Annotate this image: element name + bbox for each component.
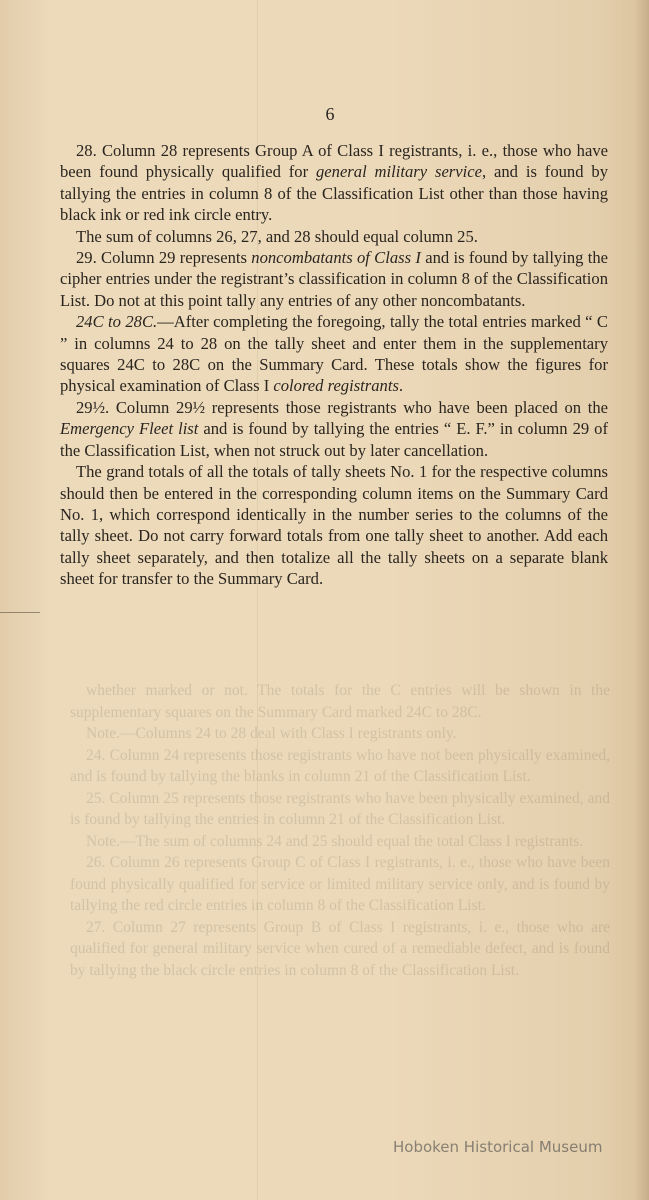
- page-edge-shadow: [635, 0, 649, 1200]
- paragraph-sum-note: The sum of columns 26, 27, and 28 should equal column 25.: [76, 226, 478, 246]
- bleed-paragraph: Note.—Columns 24 to 28 deal with Class I registrants only.: [86, 725, 457, 742]
- paragraph-column-28: 28. Column 28 represents Group A of Class I registrants, i. e., those who have been found physically qualified for general military service, and is found by tallying the entries in column 8 of the Classification List other than those having black ink or red ink circle entry.: [60, 141, 608, 225]
- bleed-paragraph: 25. Column 25 represents those registrants who have been physically examined, and is found by tallying the entries in column 21 of the Classification List.: [70, 789, 610, 828]
- bleed-paragraph: Note.—The sum of columns 24 and 25 should equal the total Class I registrants.: [86, 832, 584, 850]
- reverse-side-bleed-through: [70, 680, 610, 981]
- page-number: 6: [325, 104, 335, 124]
- bleed-paragraph: whether marked or not. The totals for the C entries will be shown in the supplementary squares on the Summary Card marked 24C to 28C.: [70, 682, 610, 721]
- paragraph-column-29: 29. Column 29 represents noncombatants of Class I and is found by tallying the cipher entries under the registrant’s classification in column 8 of the Classification List. Do not at this point tally any entries of any other noncombatants.: [60, 248, 608, 310]
- bleed-paragraph: 27. Column 27 represents Group B of Class I registrants, i. e., those who are qualified for general military service when cured of a remediable defect, and is found by tallying the black circle entries in column 8 of the Classification List.: [70, 918, 610, 979]
- paragraph-24c-28c: 24C to 28C.—After completing the foregoing, tally the total entries marked “ C ” in columns 24 to 28 on the tally sheet and enter them in the supplementary squares 24C to 28C on the Summary Card. These totals show the figures for physical examination of Class I colored registrants.: [60, 312, 608, 396]
- page-body-text: [60, 140, 608, 590]
- bleed-paragraph: 26. Column 26 represents Group C of Class I registrants, i. e., those who have been found physically qualified for service or limited military service only, and is found by tallying the red circle entries in column 8 of the Classification List.: [70, 854, 610, 914]
- paragraph-grand-totals: The grand totals of all the totals of tally sheets No. 1 for the respective columns should then be entered in the corresponding column items on the Summary Card No. 1, which correspond identically in the number series to the columns of the tally sheet. Do not carry forward totals from one tally sheet to another. Add each tally sheet separately, and then totalize all the tally sheets on a separate blank sheet for transfer to the Summary Card.: [60, 462, 608, 589]
- paragraph-column-29-half: 29½. Column 29½ represents those registrants who have been placed on the Emergency Fleet list and is found by tallying the entries “ E. F.” in column 29 of the Classification List, when not struck out by later cancellation.: [60, 397, 608, 460]
- bleed-paragraph: 24. Column 24 represents those registrants who have not been physically examined, and is found by tallying the blanks in column 21 of the Classification List.: [70, 746, 610, 785]
- margin-mark: [0, 612, 40, 613]
- museum-watermark: Hoboken Historical Museum: [393, 1138, 603, 1156]
